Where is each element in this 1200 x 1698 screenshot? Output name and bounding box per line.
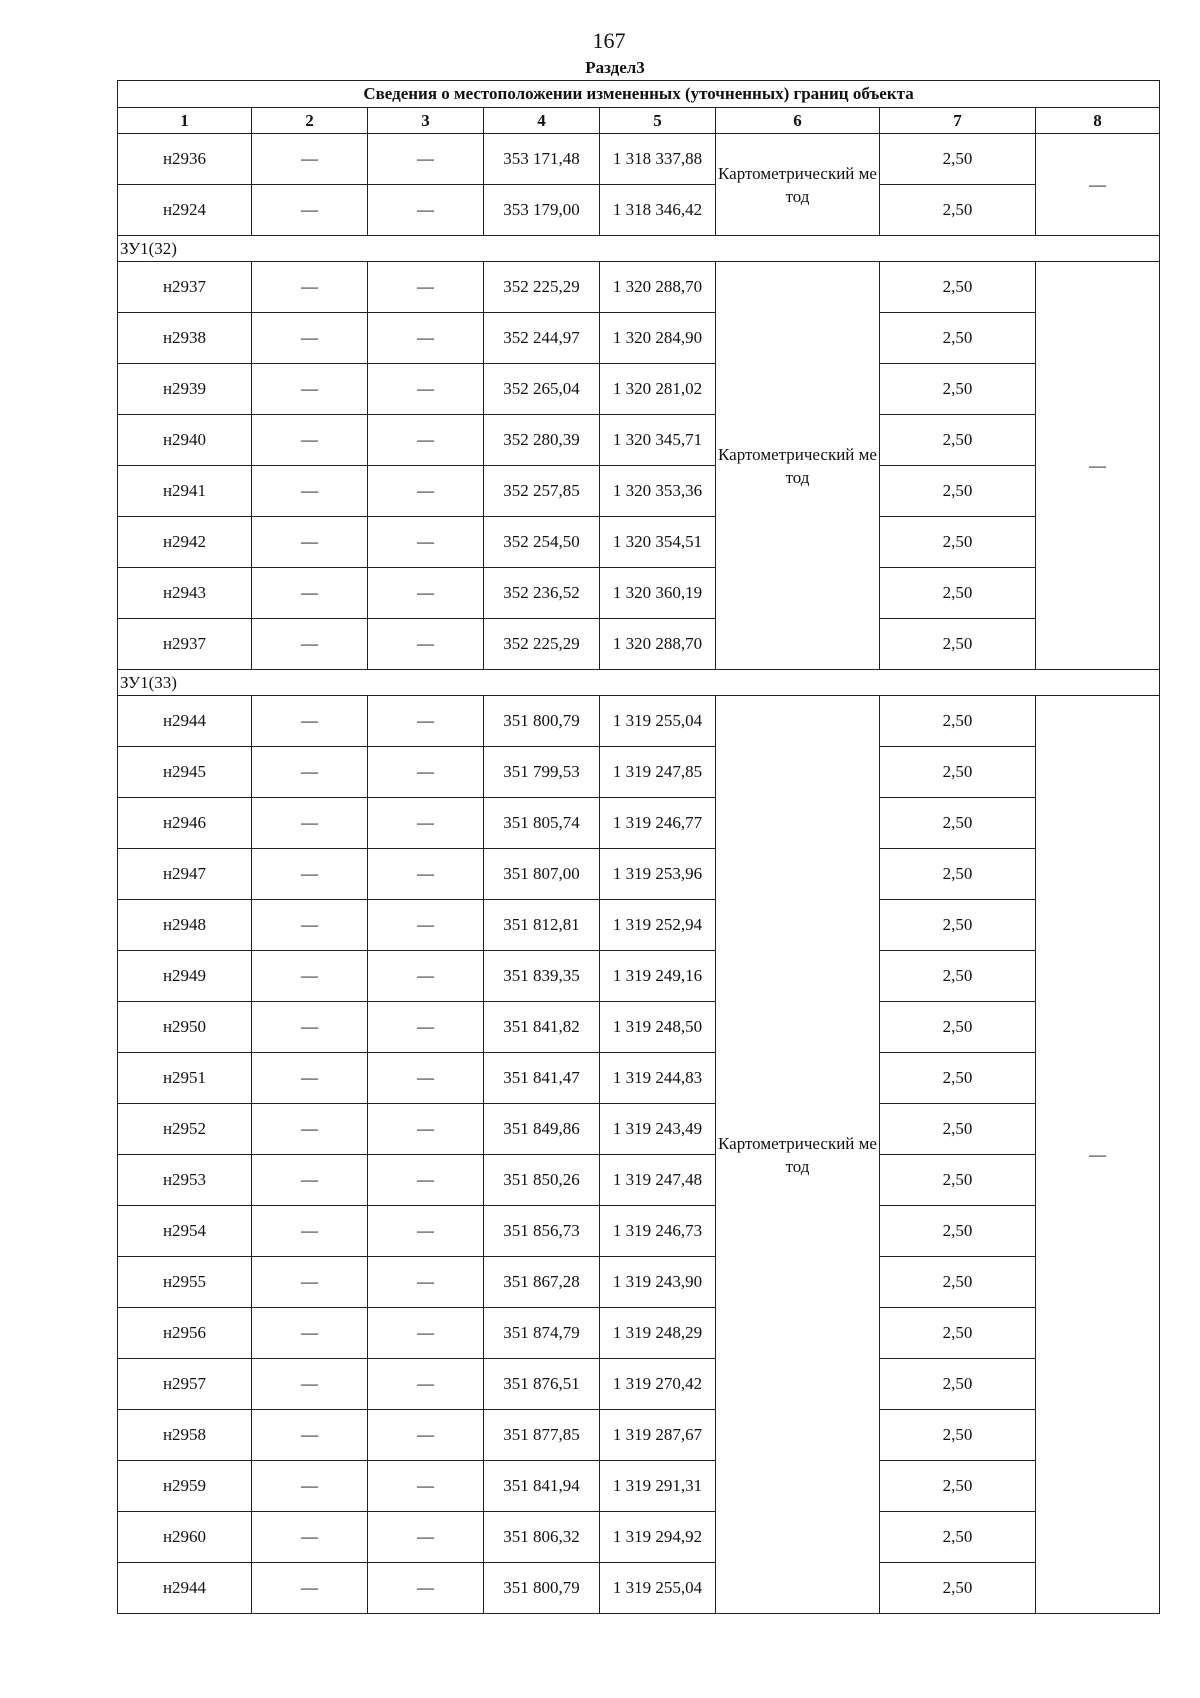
point-name-cell: н2940 xyxy=(118,415,252,466)
method-text: Картометрический метод xyxy=(718,1133,877,1176)
accuracy-cell: 2,50 xyxy=(880,1512,1036,1563)
accuracy-cell: 2,50 xyxy=(880,747,1036,798)
y-coordinate-cell: 1 319 243,49 xyxy=(600,1104,716,1155)
accuracy-cell: 2,50 xyxy=(880,1410,1036,1461)
y-coordinate-cell: 1 319 246,73 xyxy=(600,1206,716,1257)
table-row xyxy=(118,1308,1160,1359)
accuracy-cell: 2,50 xyxy=(880,1461,1036,1512)
point-name-cell: н2936 xyxy=(118,134,252,185)
column-3-cell: — xyxy=(368,1359,484,1410)
section-title: Раздел3 xyxy=(585,58,645,77)
x-coordinate-cell: 353 179,00 xyxy=(484,185,600,236)
table-row xyxy=(118,1104,1160,1155)
column-3-cell: — xyxy=(368,1308,484,1359)
accuracy-cell: 2,50 xyxy=(880,849,1036,900)
column-3-cell: — xyxy=(368,1002,484,1053)
point-name-cell: н2944 xyxy=(118,1563,252,1614)
accuracy-cell: 2,50 xyxy=(880,798,1036,849)
group-label: ЗУ1(32) xyxy=(118,236,1160,262)
y-coordinate-cell: 1 320 345,71 xyxy=(600,415,716,466)
y-coordinate-cell: 1 320 281,02 xyxy=(600,364,716,415)
accuracy-cell: 2,50 xyxy=(880,415,1036,466)
column-3-cell: — xyxy=(368,1053,484,1104)
accuracy-cell: 2,50 xyxy=(880,185,1036,236)
column-3-cell: — xyxy=(368,1104,484,1155)
point-name-cell: н2937 xyxy=(118,262,252,313)
y-coordinate-cell: 1 319 247,48 xyxy=(600,1155,716,1206)
table-row xyxy=(118,798,1160,849)
group-row xyxy=(118,236,1160,262)
table-row xyxy=(118,900,1160,951)
column-3-cell: — xyxy=(368,517,484,568)
x-coordinate-cell: 351 812,81 xyxy=(484,900,600,951)
column-header: 5 xyxy=(600,108,716,134)
method-text: Картометрический метод xyxy=(718,163,877,206)
coordinates-table xyxy=(117,80,1160,1614)
point-name-cell: н2938 xyxy=(118,313,252,364)
column-2-cell: — xyxy=(252,568,368,619)
accuracy-cell: 2,50 xyxy=(880,619,1036,670)
column-2-cell: — xyxy=(252,1410,368,1461)
table-row xyxy=(118,466,1160,517)
x-coordinate-cell: 352 254,50 xyxy=(484,517,600,568)
table-row xyxy=(118,364,1160,415)
note-cell: — xyxy=(1036,134,1160,236)
x-coordinate-cell: 351 856,73 xyxy=(484,1206,600,1257)
point-name-cell: н2946 xyxy=(118,798,252,849)
point-name-cell: н2952 xyxy=(118,1104,252,1155)
column-header: 1 xyxy=(118,108,252,134)
table-row xyxy=(118,747,1160,798)
column-2-cell: — xyxy=(252,466,368,517)
column-3-cell: — xyxy=(368,1461,484,1512)
column-3-cell: — xyxy=(368,696,484,747)
x-coordinate-cell: 351 849,86 xyxy=(484,1104,600,1155)
table-row xyxy=(118,951,1160,1002)
column-2-cell: — xyxy=(252,1512,368,1563)
table-row xyxy=(118,134,1160,185)
column-3-cell: — xyxy=(368,466,484,517)
column-2-cell: — xyxy=(252,696,368,747)
x-coordinate-cell: 351 805,74 xyxy=(484,798,600,849)
column-header: 8 xyxy=(1036,108,1160,134)
y-coordinate-cell: 1 319 287,67 xyxy=(600,1410,716,1461)
column-header: 6 xyxy=(716,108,880,134)
column-2-cell: — xyxy=(252,849,368,900)
point-name-cell: н2951 xyxy=(118,1053,252,1104)
y-coordinate-cell: 1 319 291,31 xyxy=(600,1461,716,1512)
accuracy-cell: 2,50 xyxy=(880,1053,1036,1104)
y-coordinate-cell: 1 319 255,04 xyxy=(600,1563,716,1614)
x-coordinate-cell: 352 280,39 xyxy=(484,415,600,466)
x-coordinate-cell: 351 800,79 xyxy=(484,696,600,747)
point-name-cell: н2939 xyxy=(118,364,252,415)
x-coordinate-cell: 351 876,51 xyxy=(484,1359,600,1410)
column-3-cell: — xyxy=(368,1410,484,1461)
accuracy-cell: 2,50 xyxy=(880,1563,1036,1614)
note-cell: — xyxy=(1036,262,1160,670)
accuracy-cell: 2,50 xyxy=(880,313,1036,364)
x-coordinate-cell: 351 799,53 xyxy=(484,747,600,798)
y-coordinate-cell: 1 319 253,96 xyxy=(600,849,716,900)
group-row xyxy=(118,670,1160,696)
y-coordinate-cell: 1 318 337,88 xyxy=(600,134,716,185)
y-coordinate-cell: 1 320 288,70 xyxy=(600,619,716,670)
column-3-cell: — xyxy=(368,364,484,415)
column-3-cell: — xyxy=(368,313,484,364)
y-coordinate-cell: 1 319 244,83 xyxy=(600,1053,716,1104)
column-2-cell: — xyxy=(252,1104,368,1155)
column-3-cell: — xyxy=(368,568,484,619)
column-3-cell: — xyxy=(368,415,484,466)
x-coordinate-cell: 352 257,85 xyxy=(484,466,600,517)
column-2-cell: — xyxy=(252,1359,368,1410)
table-row xyxy=(118,1461,1160,1512)
x-coordinate-cell: 351 841,94 xyxy=(484,1461,600,1512)
column-3-cell: — xyxy=(368,1155,484,1206)
x-coordinate-cell: 353 171,48 xyxy=(484,134,600,185)
column-2-cell: — xyxy=(252,1002,368,1053)
column-3-cell: — xyxy=(368,185,484,236)
column-3-cell: — xyxy=(368,798,484,849)
x-coordinate-cell: 351 807,00 xyxy=(484,849,600,900)
accuracy-cell: 2,50 xyxy=(880,466,1036,517)
x-coordinate-cell: 351 850,26 xyxy=(484,1155,600,1206)
table-row xyxy=(118,1257,1160,1308)
y-coordinate-cell: 1 320 353,36 xyxy=(600,466,716,517)
column-3-cell: — xyxy=(368,900,484,951)
table-row xyxy=(118,619,1160,670)
column-2-cell: — xyxy=(252,1563,368,1614)
column-2-cell: — xyxy=(252,1257,368,1308)
column-3-cell: — xyxy=(368,1257,484,1308)
y-coordinate-cell: 1 319 252,94 xyxy=(600,900,716,951)
x-coordinate-cell: 351 874,79 xyxy=(484,1308,600,1359)
point-name-cell: н2948 xyxy=(118,900,252,951)
x-coordinate-cell: 352 225,29 xyxy=(484,262,600,313)
point-name-cell: н2924 xyxy=(118,185,252,236)
table-row xyxy=(118,517,1160,568)
accuracy-cell: 2,50 xyxy=(880,364,1036,415)
y-coordinate-cell: 1 319 248,29 xyxy=(600,1308,716,1359)
column-3-cell: — xyxy=(368,747,484,798)
accuracy-cell: 2,50 xyxy=(880,1308,1036,1359)
table-row xyxy=(118,185,1160,236)
accuracy-cell: 2,50 xyxy=(880,262,1036,313)
group-label: ЗУ1(33) xyxy=(118,670,1160,696)
y-coordinate-cell: 1 319 294,92 xyxy=(600,1512,716,1563)
y-coordinate-cell: 1 319 255,04 xyxy=(600,696,716,747)
column-2-cell: — xyxy=(252,364,368,415)
point-name-cell: н2937 xyxy=(118,619,252,670)
table-body xyxy=(118,134,1160,1614)
y-coordinate-cell: 1 319 246,77 xyxy=(600,798,716,849)
accuracy-cell: 2,50 xyxy=(880,517,1036,568)
x-coordinate-cell: 352 244,97 xyxy=(484,313,600,364)
table-row xyxy=(118,1563,1160,1614)
table-row xyxy=(118,1359,1160,1410)
y-coordinate-cell: 1 318 346,42 xyxy=(600,185,716,236)
x-coordinate-cell: 352 236,52 xyxy=(484,568,600,619)
point-name-cell: н2954 xyxy=(118,1206,252,1257)
column-3-cell: — xyxy=(368,619,484,670)
x-coordinate-cell: 351 839,35 xyxy=(484,951,600,1002)
x-coordinate-cell: 351 877,85 xyxy=(484,1410,600,1461)
table-row xyxy=(118,1512,1160,1563)
column-2-cell: — xyxy=(252,517,368,568)
y-coordinate-cell: 1 319 243,90 xyxy=(600,1257,716,1308)
column-2-cell: — xyxy=(252,1308,368,1359)
point-name-cell: н2958 xyxy=(118,1410,252,1461)
point-name-cell: н2945 xyxy=(118,747,252,798)
table-row xyxy=(118,262,1160,313)
column-2-cell: — xyxy=(252,313,368,364)
column-2-cell: — xyxy=(252,951,368,1002)
y-coordinate-cell: 1 319 247,85 xyxy=(600,747,716,798)
column-2-cell: — xyxy=(252,619,368,670)
x-coordinate-cell: 352 225,29 xyxy=(484,619,600,670)
column-2-cell: — xyxy=(252,747,368,798)
point-name-cell: н2941 xyxy=(118,466,252,517)
column-2-cell: — xyxy=(252,798,368,849)
x-coordinate-cell: 351 800,79 xyxy=(484,1563,600,1614)
column-2-cell: — xyxy=(252,134,368,185)
accuracy-cell: 2,50 xyxy=(880,696,1036,747)
column-2-cell: — xyxy=(252,1155,368,1206)
accuracy-cell: 2,50 xyxy=(880,1002,1036,1053)
y-coordinate-cell: 1 319 248,50 xyxy=(600,1002,716,1053)
table-caption: Сведения о местоположении измененных (уточненных) границ объекта xyxy=(118,81,1160,108)
accuracy-cell: 2,50 xyxy=(880,951,1036,1002)
accuracy-cell: 2,50 xyxy=(880,1359,1036,1410)
column-header: 2 xyxy=(252,108,368,134)
accuracy-cell: 2,50 xyxy=(880,134,1036,185)
column-2-cell: — xyxy=(252,262,368,313)
y-coordinate-cell: 1 320 354,51 xyxy=(600,517,716,568)
accuracy-cell: 2,50 xyxy=(880,1104,1036,1155)
table-row xyxy=(118,415,1160,466)
column-2-cell: — xyxy=(252,415,368,466)
y-coordinate-cell: 1 320 360,19 xyxy=(600,568,716,619)
y-coordinate-cell: 1 320 288,70 xyxy=(600,262,716,313)
method-text: Картометрический метод xyxy=(718,444,877,487)
column-3-cell: — xyxy=(368,1563,484,1614)
point-name-cell: н2943 xyxy=(118,568,252,619)
point-name-cell: н2960 xyxy=(118,1512,252,1563)
x-coordinate-cell: 351 867,28 xyxy=(484,1257,600,1308)
accuracy-cell: 2,50 xyxy=(880,900,1036,951)
method-cell xyxy=(716,262,880,670)
x-coordinate-cell: 351 841,82 xyxy=(484,1002,600,1053)
point-name-cell: н2944 xyxy=(118,696,252,747)
column-header: 3 xyxy=(368,108,484,134)
column-3-cell: — xyxy=(368,849,484,900)
column-header: 4 xyxy=(484,108,600,134)
column-2-cell: — xyxy=(252,900,368,951)
column-2-cell: — xyxy=(252,1053,368,1104)
accuracy-cell: 2,50 xyxy=(880,1155,1036,1206)
point-name-cell: н2959 xyxy=(118,1461,252,1512)
column-3-cell: — xyxy=(368,1206,484,1257)
x-coordinate-cell: 352 265,04 xyxy=(484,364,600,415)
table-row xyxy=(118,313,1160,364)
point-name-cell: н2956 xyxy=(118,1308,252,1359)
method-cell xyxy=(716,696,880,1614)
table-row xyxy=(118,849,1160,900)
table-row xyxy=(118,1053,1160,1104)
y-coordinate-cell: 1 319 249,16 xyxy=(600,951,716,1002)
table-row xyxy=(118,1410,1160,1461)
column-2-cell: — xyxy=(252,185,368,236)
note-cell: — xyxy=(1036,696,1160,1614)
x-coordinate-cell: 351 806,32 xyxy=(484,1512,600,1563)
point-name-cell: н2950 xyxy=(118,1002,252,1053)
column-2-cell: — xyxy=(252,1461,368,1512)
method-cell xyxy=(716,134,880,236)
point-name-cell: н2947 xyxy=(118,849,252,900)
accuracy-cell: 2,50 xyxy=(880,1257,1036,1308)
table-row xyxy=(118,1002,1160,1053)
column-3-cell: — xyxy=(368,262,484,313)
page-number: 167 xyxy=(592,28,626,53)
column-3-cell: — xyxy=(368,951,484,1002)
column-3-cell: — xyxy=(368,1512,484,1563)
x-coordinate-cell: 351 841,47 xyxy=(484,1053,600,1104)
column-3-cell: — xyxy=(368,134,484,185)
point-name-cell: н2953 xyxy=(118,1155,252,1206)
point-name-cell: н2957 xyxy=(118,1359,252,1410)
y-coordinate-cell: 1 319 270,42 xyxy=(600,1359,716,1410)
table-row xyxy=(118,696,1160,747)
table-row xyxy=(118,1155,1160,1206)
point-name-cell: н2942 xyxy=(118,517,252,568)
column-header: 7 xyxy=(880,108,1036,134)
point-name-cell: н2955 xyxy=(118,1257,252,1308)
accuracy-cell: 2,50 xyxy=(880,568,1036,619)
table-row xyxy=(118,1206,1160,1257)
column-2-cell: — xyxy=(252,1206,368,1257)
table-row xyxy=(118,568,1160,619)
point-name-cell: н2949 xyxy=(118,951,252,1002)
accuracy-cell: 2,50 xyxy=(880,1206,1036,1257)
y-coordinate-cell: 1 320 284,90 xyxy=(600,313,716,364)
